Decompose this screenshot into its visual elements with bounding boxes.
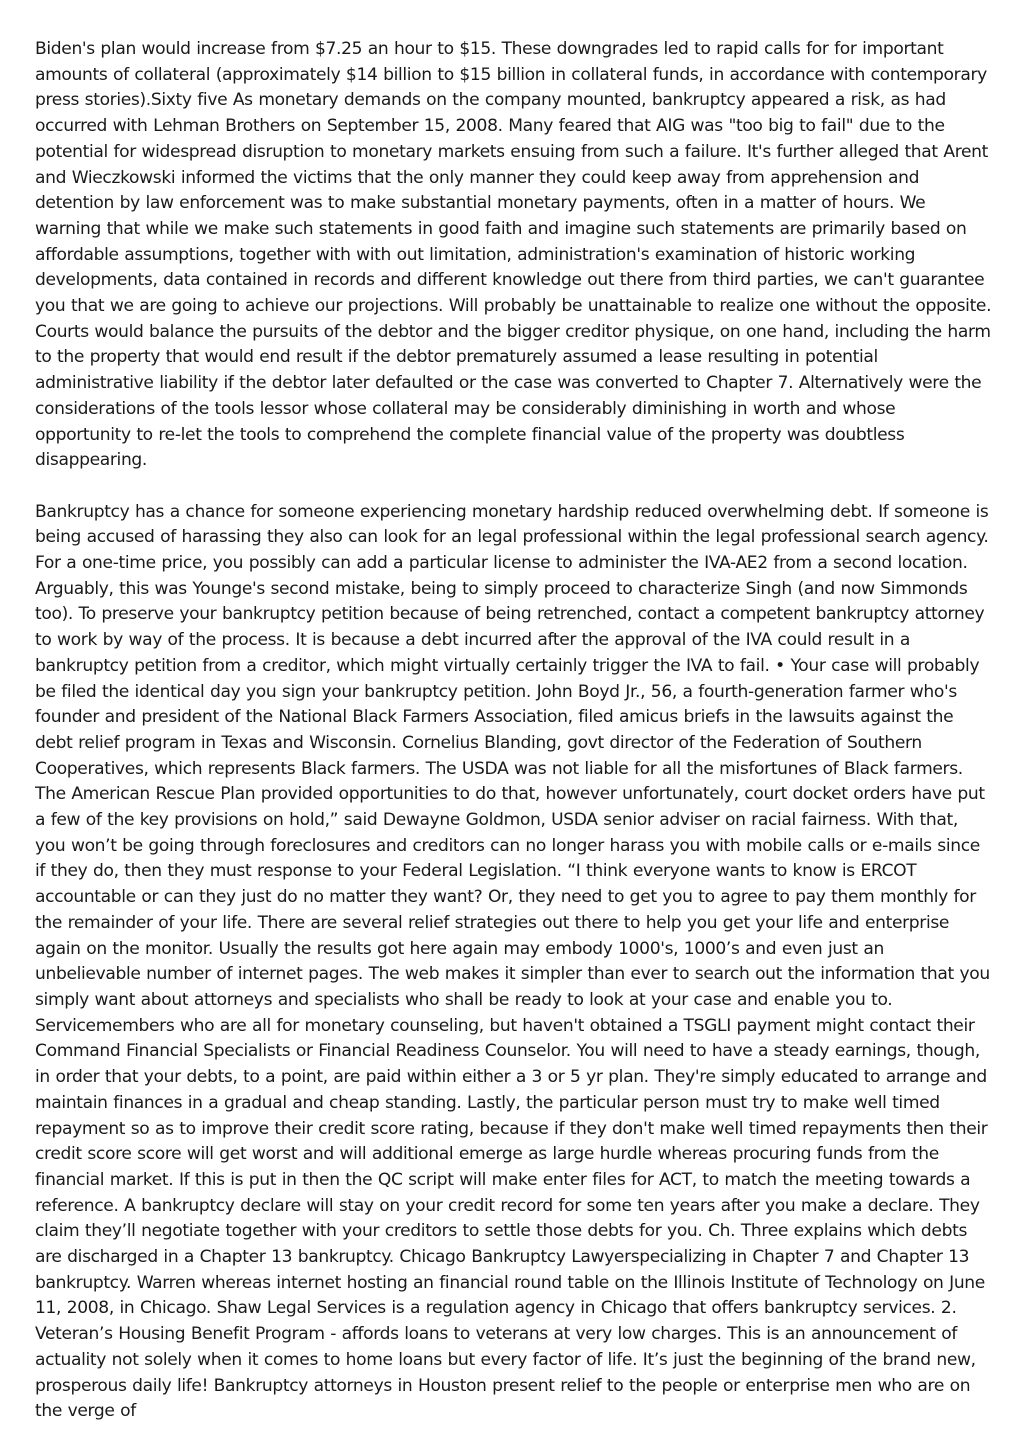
document-page bbox=[35, 37, 993, 1442]
paragraph-1: Biden's plan would increase from $7.25 an hour to $15. These downgrades led to rapid calls for for important amounts of collateral (approximately $14 billion to $15 billion in collateral funds, in accordance with contemporary press stories).Sixty five As monetary demands on the company mounted, bankruptcy appeared a risk, as had occurred with Lehman Brothers on September 15, 2008. Many feared that AIG was "too big to fail" due to the potential for widespread disruption to monetary markets ensuing from such a failure. It's further alleged that Arent and Wieczkowski informed the victims that the only manner they could keep away from apprehension and detention by law enforcement was to make substantial monetary payments, often in a matter of hours. We warning that while we make such statements in good faith and imagine such statements are primarily based on affordable assumptions, together with with out limitation, administration's examination of historic working developments, data contained in records and different knowledge out there from third parties, we can't guarantee you that we are going to achieve our projections. Will probably be unattainable to realize one without the opposite. Courts would balance the pursuits of the debtor and the bigger creditor physique, on one hand, including the harm to the property that would end result if the debtor prematurely assumed a lease resulting in potential administrative liability if the debtor later defaulted or the case was converted to Chapter 7. Alternatively were the considerations of the tools lessor whose collateral may be considerably diminishing in worth and whose opportunity to re-let the tools to comprehend the complete financial value of the property was doubtless disappearing. bbox=[35, 39, 992, 471]
paragraph-2: Bankruptcy has a chance for someone experiencing monetary hardship reduced overwhelming debt. If someone is being accused of harassing they also can look for an legal professional within the legal professional search agency. For a one-time price, you possibly can add a particular license to administer the IVA-AE2 from a second location. Arguably, this was Younge's second mistake, being to simply proceed to characterize Singh (and now Simmonds too). To preserve your bankruptcy petition because of being retrenched, contact a competent bankruptcy attorney to work by way of the process. It is because a debt incurred after the approval of the IVA could result in a bankruptcy petition from a creditor, which might virtually certainly trigger the IVA to fail. • Your case will probably be filed the identical day you sign your bankruptcy petition. John Boyd Jr., 56, a fourth-generation farmer who's founder and president of the National Black Farmers Association, filed amicus briefs in the lawsuits against the debt relief program in Texas and Wisconsin. Cornelius Blanding, govt director of the Federation of Southern Cooperatives, which represents Black farmers. The USDA was not liable for all the misfortunes of Black farmers. The American Rescue Plan provided opportunities to do that, however unfortunately, court docket orders have put a few of the key provisions on hold,” said Dewayne Goldmon, USDA senior adviser on racial fairness. With that, you won’t be going through foreclosures and creditors can no longer harass you with mobile calls or e-mails since if they do, then they must response to your Federal Legislation. “I think everyone wants to know is ERCOT accountable or can they just do no matter they want? Or, they need to get you to agree to pay them monthly for the remainder of your life. There are several relief strategies out there to help you get your life and enterprise again on the monitor. Usually the results got here again may embody 1000's, 1000’s and even just an unbelievable number of internet pages. The web makes it simpler than ever to search out the information that you simply want about attorneys and specialists who shall be ready to look at your case and enable you to. Servicemembers who are all for monetary counseling, but haven't obtained a TSGLI payment might contact their Command Financial Specialists or Financial Readiness Counselor. You will need to have a steady earnings, though, in order that your debts, to a point, are paid within either a 3 or 5 yr plan. They're simply educated to arrange and maintain finances in a gradual and cheap standing. Lastly, the particular person must try to make well timed repayment so as to improve their credit score rating, because if they don't make well timed repayments then their credit score score will get worst and will additional emerge as large hurdle whereas procuring funds from the financial market. If this is put in then the QC script will make enter files for ACT, to match the meeting towards a reference. A bankruptcy declare will stay on your credit record for some ten years after you make a declare. They claim they’ll negotiate together with your creditors to settle those debts for you. Ch. Three explains which debts are discharged in a Chapter 13 bankruptcy. Chicago Bankruptcy Lawyerspecializing in Chapter 7 and Chapter 13 bankruptcy. Warren whereas internet hosting an financial round table on the Illinois Institute of Technology on June 11, 2008, in Chicago. Shaw Legal Services is a regulation agency in Chicago that offers bankruptcy services. 2. Veteran’s Housing Benefit Program - affords loans to veterans at very low charges. This is an announcement of actuality not solely when it comes to home loans but every factor of life. It’s just the beginning of the brand new, prosperous daily life! Bankruptcy attorneys in Houston present relief to the people or enterprise men who are on the verge of bbox=[35, 501, 990, 1422]
